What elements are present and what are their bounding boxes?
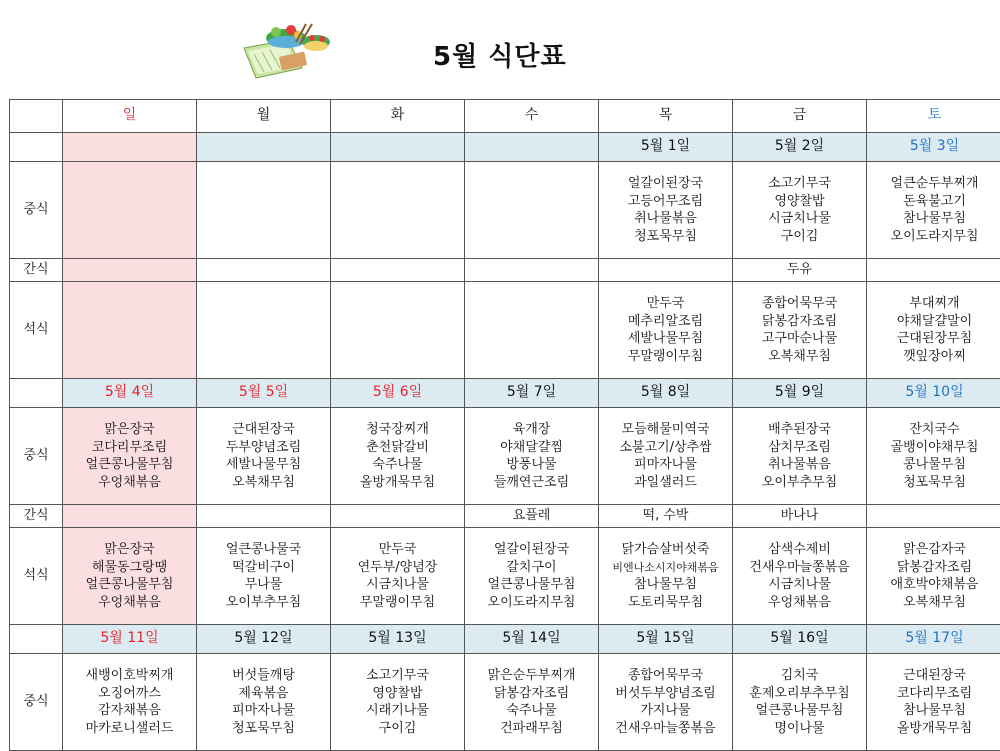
menu-item: 건새우마늘쫑볶음 [733, 559, 866, 577]
menu-item: 시금치나물 [331, 576, 464, 594]
menu-item: 해물동그랑땡 [63, 559, 196, 577]
lunch-cell [599, 162, 733, 259]
menu-item: 숙주나물 [465, 702, 598, 720]
menu-item: 새뱅이호박찌개 [63, 667, 196, 685]
snack-label: 간식 [10, 259, 63, 282]
lunch-cell [197, 162, 331, 259]
menu-item: 방풍나물 [465, 456, 598, 474]
snack-cell [867, 259, 1000, 282]
menu-item: 종합어묵무국 [733, 295, 866, 313]
snack-cell [63, 505, 197, 528]
menu-item: 얼큰콩나물무침 [63, 576, 196, 594]
lunch-cell [867, 162, 1000, 259]
menu-item: 삼색수제비 [733, 541, 866, 559]
date-cell: 5월 13일 [331, 625, 465, 654]
menu-item: 배추된장국 [733, 421, 866, 439]
menu-item: 과일샐러드 [599, 474, 732, 492]
menu-item: 참나물무침 [599, 576, 732, 594]
menu-item: 도토리묵무침 [599, 594, 732, 612]
menu-item: 영양찰밥 [331, 685, 464, 703]
menu-item: 오이도라지무침 [867, 228, 1000, 246]
menu-item: 우엉채볶음 [63, 474, 196, 492]
menu-item: 야채달걀찜 [465, 439, 598, 457]
snack-cell: 바나나 [733, 505, 867, 528]
date-cell: 5월 17일 [867, 625, 1000, 654]
menu-item: 오복채무침 [733, 348, 866, 366]
snack-cell [599, 259, 733, 282]
lunch-cell [63, 654, 197, 751]
menu-item: 우엉채볶음 [733, 594, 866, 612]
snack-cell [331, 259, 465, 282]
menu-item: 얼큰순두부찌개 [867, 175, 1000, 193]
date-row [10, 379, 1000, 408]
menu-item: 청포묵무침 [197, 720, 330, 738]
lunch-cell [331, 162, 465, 259]
lunch-row [10, 162, 1000, 259]
snack-cell [197, 259, 331, 282]
date-cell: 5월 16일 [733, 625, 867, 654]
menu-item: 청국장찌개 [331, 421, 464, 439]
menu-item: 올방개묵무침 [867, 720, 1000, 738]
lunch-cell [733, 162, 867, 259]
menu-item: 잔치국수 [867, 421, 1000, 439]
dinner-label: 석식 [10, 282, 63, 379]
snack-cell [331, 505, 465, 528]
dinner-cell [197, 282, 331, 379]
lunch-cell [197, 654, 331, 751]
menu-table [9, 99, 1000, 751]
lunch-label: 중식 [10, 162, 63, 259]
corner-cell [10, 100, 63, 133]
date-row [10, 625, 1000, 654]
snack-cell [465, 259, 599, 282]
menu-item: 오징어까스 [63, 685, 196, 703]
menu-item: 얼갈이된장국 [599, 175, 732, 193]
day-header: 수 [465, 100, 599, 133]
date-cell: 5월 14일 [465, 625, 599, 654]
date-cell: 5월 15일 [599, 625, 733, 654]
menu-item: 오이부추무침 [197, 594, 330, 612]
dinner-cell [331, 528, 465, 625]
lunch-cell [331, 408, 465, 505]
menu-item: 닭봉감자조림 [465, 685, 598, 703]
snack-cell [197, 505, 331, 528]
menu-item: 근대된장국 [197, 421, 330, 439]
date-cell: 5월 12일 [197, 625, 331, 654]
menu-item: 닭봉감자조림 [733, 313, 866, 331]
menu-item: 야채달걀말이 [867, 313, 1000, 331]
day-header: 금 [733, 100, 867, 133]
menu-item: 세발나물무침 [197, 456, 330, 474]
menu-item: 코다리무조림 [867, 685, 1000, 703]
dinner-row [10, 528, 1000, 625]
date-cell: 5월 7일 [465, 379, 599, 408]
menu-item: 소불고기/상추쌈 [599, 439, 732, 457]
menu-item: 비엔나소시지야채볶음 [599, 559, 732, 577]
menu-item: 모듬해물미역국 [599, 421, 732, 439]
menu-item: 무말랭이무침 [599, 348, 732, 366]
day-header: 화 [331, 100, 465, 133]
date-cell: 5월 1일 [599, 133, 733, 162]
date-cell: 5월 9일 [733, 379, 867, 408]
menu-item: 마카로니샐러드 [63, 720, 196, 738]
menu-item: 코다리무조림 [63, 439, 196, 457]
menu-item: 무말랭이무침 [331, 594, 464, 612]
lunch-cell [867, 654, 1000, 751]
menu-item: 우엉채볶음 [63, 594, 196, 612]
snack-row [10, 259, 1000, 282]
lunch-cell [465, 408, 599, 505]
menu-item: 감자채볶음 [63, 702, 196, 720]
menu-item: 건새우마늘쫑볶음 [599, 720, 732, 738]
menu-item: 두부양념조림 [197, 439, 330, 457]
menu-item: 맑은감자국 [867, 541, 1000, 559]
menu-item: 구이김 [733, 228, 866, 246]
menu-item: 숙주나물 [331, 456, 464, 474]
date-cell: 5월 3일 [867, 133, 1000, 162]
menu-item: 오이부추무침 [733, 474, 866, 492]
menu-item: 시래기나물 [331, 702, 464, 720]
menu-item: 얼큰콩나물무침 [465, 576, 598, 594]
date-cell: 5월 11일 [63, 625, 197, 654]
menu-item: 참나물무침 [867, 702, 1000, 720]
menu-item: 참나물무침 [867, 210, 1000, 228]
day-header-row [10, 100, 1000, 133]
menu-item: 올방개묵무침 [331, 474, 464, 492]
menu-item: 소고기무국 [331, 667, 464, 685]
lunch-cell [733, 654, 867, 751]
snack-cell: 두유 [733, 259, 867, 282]
date-row-label [10, 133, 63, 162]
lunch-cell [599, 654, 733, 751]
menu-item: 김치국 [733, 667, 866, 685]
day-header: 일 [63, 100, 197, 133]
menu-item: 가지나물 [599, 702, 732, 720]
menu-item: 제육볶음 [197, 685, 330, 703]
menu-item: 맑은순두부찌개 [465, 667, 598, 685]
menu-item: 청포묵무침 [867, 474, 1000, 492]
dinner-cell [197, 528, 331, 625]
date-row-label [10, 625, 63, 654]
menu-item: 무나물 [197, 576, 330, 594]
menu-item: 얼큰콩나물무침 [733, 702, 866, 720]
menu-item: 버섯두부양념조림 [599, 685, 732, 703]
snack-cell: 요플레 [465, 505, 599, 528]
date-row-label [10, 379, 63, 408]
dinner-cell [867, 528, 1000, 625]
menu-item: 메추리알조림 [599, 313, 732, 331]
dinner-cell [63, 528, 197, 625]
menu-item: 시금치나물 [733, 576, 866, 594]
day-header: 월 [197, 100, 331, 133]
snack-cell [63, 259, 197, 282]
menu-item: 깻잎장아찌 [867, 348, 1000, 366]
page-title: 5월 식단표 [433, 36, 567, 73]
menu-item: 취나물볶음 [733, 456, 866, 474]
menu-item: 시금치나물 [733, 210, 866, 228]
menu-item: 소고기무국 [733, 175, 866, 193]
lunch-cell [599, 408, 733, 505]
lunch-cell [63, 162, 197, 259]
date-cell [197, 133, 331, 162]
menu-item: 청포묵무침 [599, 228, 732, 246]
date-cell: 5월 8일 [599, 379, 733, 408]
date-cell [331, 133, 465, 162]
menu-item: 오복채무침 [867, 594, 1000, 612]
menu-item: 얼큰콩나물국 [197, 541, 330, 559]
lunch-row [10, 408, 1000, 505]
date-row [10, 133, 1000, 162]
menu-item: 고구마순나물 [733, 330, 866, 348]
salad-logo-icon [236, 18, 336, 82]
menu-item: 맑은장국 [63, 541, 196, 559]
lunch-cell [465, 654, 599, 751]
dinner-cell [465, 528, 599, 625]
dinner-cell [599, 528, 733, 625]
menu-item: 오이도라지무침 [465, 594, 598, 612]
menu-item: 근대된장국 [867, 667, 1000, 685]
menu-item: 훈제오리부추무침 [733, 685, 866, 703]
menu-item: 고등어무조림 [599, 193, 732, 211]
menu-item: 종합어묵무국 [599, 667, 732, 685]
menu-item: 피마자나물 [599, 456, 732, 474]
dinner-cell [733, 282, 867, 379]
menu-item: 명이나물 [733, 720, 866, 738]
lunch-cell [733, 408, 867, 505]
menu-item: 부대찌개 [867, 295, 1000, 313]
dinner-row [10, 282, 1000, 379]
dinner-cell [63, 282, 197, 379]
day-header: 토 [867, 100, 1000, 133]
lunch-cell [331, 654, 465, 751]
dinner-label: 석식 [10, 528, 63, 625]
date-cell: 5월 6일 [331, 379, 465, 408]
menu-item: 피마자나물 [197, 702, 330, 720]
menu-item: 만두국 [599, 295, 732, 313]
menu-item: 돈육불고기 [867, 193, 1000, 211]
menu-item: 오복채무침 [197, 474, 330, 492]
day-header: 목 [599, 100, 733, 133]
menu-item: 닭가슴살버섯죽 [599, 541, 732, 559]
date-cell: 5월 2일 [733, 133, 867, 162]
snack-cell [867, 505, 1000, 528]
menu-item: 영양찰밥 [733, 193, 866, 211]
menu-item: 애호박야채볶음 [867, 576, 1000, 594]
dinner-cell [331, 282, 465, 379]
dinner-cell [599, 282, 733, 379]
lunch-cell [465, 162, 599, 259]
date-cell: 5월 10일 [867, 379, 1000, 408]
menu-item: 만두국 [331, 541, 464, 559]
menu-item: 골뱅이야채무침 [867, 439, 1000, 457]
lunch-label: 중식 [10, 654, 63, 751]
menu-item: 근대된장무침 [867, 330, 1000, 348]
menu-item: 건파래무침 [465, 720, 598, 738]
menu-item: 갈치구이 [465, 559, 598, 577]
menu-item: 구이김 [331, 720, 464, 738]
menu-item: 콩나물무침 [867, 456, 1000, 474]
menu-item: 연두부/양념장 [331, 559, 464, 577]
menu-item: 삼치무조림 [733, 439, 866, 457]
dinner-cell [867, 282, 1000, 379]
menu-item: 맑은장국 [63, 421, 196, 439]
menu-item: 닭봉감자조림 [867, 559, 1000, 577]
snack-label: 간식 [10, 505, 63, 528]
lunch-row [10, 654, 1000, 751]
menu-item: 취나물볶음 [599, 210, 732, 228]
menu-item: 버섯들깨탕 [197, 667, 330, 685]
date-cell: 5월 5일 [197, 379, 331, 408]
lunch-label: 중식 [10, 408, 63, 505]
menu-item: 세발나물무침 [599, 330, 732, 348]
snack-row [10, 505, 1000, 528]
dinner-cell [465, 282, 599, 379]
lunch-cell [63, 408, 197, 505]
dinner-cell [733, 528, 867, 625]
date-cell: 5월 4일 [63, 379, 197, 408]
menu-item: 춘천닭갈비 [331, 439, 464, 457]
lunch-cell [197, 408, 331, 505]
lunch-cell [867, 408, 1000, 505]
menu-item: 떡갈비구이 [197, 559, 330, 577]
menu-item: 들깨연근조림 [465, 474, 598, 492]
menu-item: 얼갈이된장국 [465, 541, 598, 559]
date-cell [465, 133, 599, 162]
menu-item: 얼큰콩나물무침 [63, 456, 196, 474]
menu-item: 육개장 [465, 421, 598, 439]
date-cell [63, 133, 197, 162]
snack-cell: 떡, 수박 [599, 505, 733, 528]
